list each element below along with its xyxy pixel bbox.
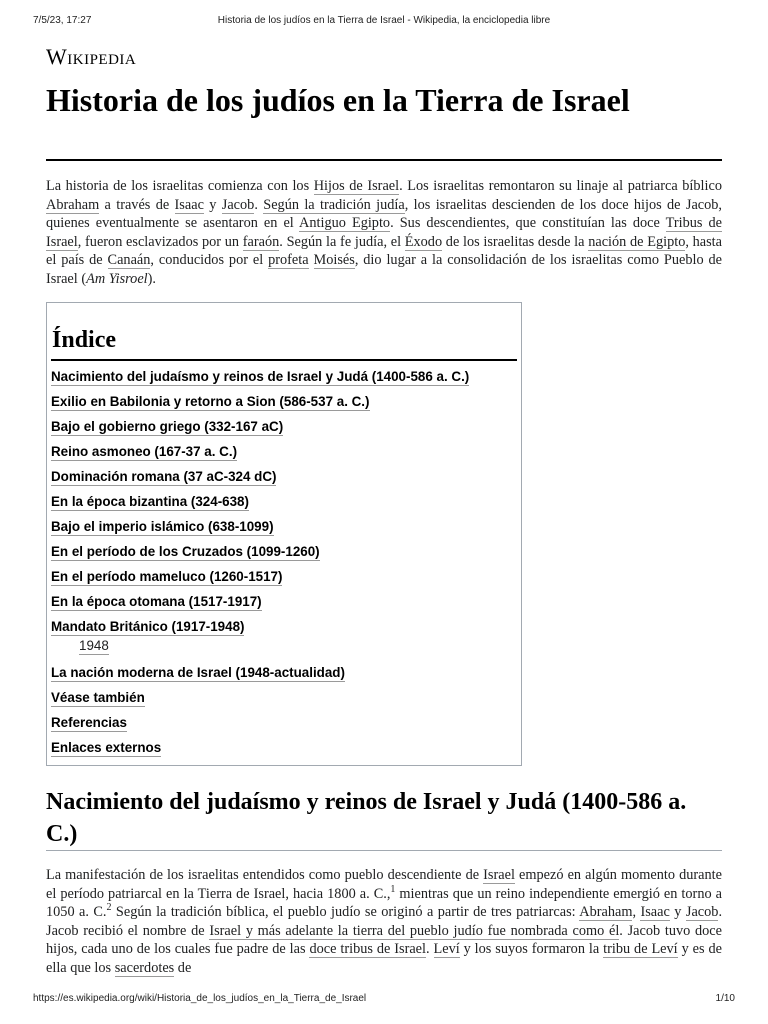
- section-heading: Nacimiento del judaísmo y reinos de Israel y Judá (1400-586 a. C.): [46, 789, 687, 847]
- toc-item[interactable]: En la época bizantina (324-638): [51, 494, 249, 509]
- print-page-title: Historia de los judíos en la Tierra de Israel - Wikipedia, la enciclopedia libre: [217, 15, 551, 26]
- toc-item[interactable]: Véase también: [51, 690, 145, 705]
- toc-item[interactable]: Exilio en Babilonia y retorno a Sion (586-537 a. C.): [51, 394, 370, 409]
- title-divider: [46, 159, 722, 161]
- toc-item[interactable]: Nacimiento del judaísmo y reinos de Israel y Judá (1400-586 a. C.): [51, 369, 470, 384]
- link-nacion-de-egipto[interactable]: nación de Egipto: [588, 233, 686, 250]
- link-doce-tribus[interactable]: doce tribus de Israel: [309, 941, 426, 957]
- toc-item[interactable]: Mandato Británico (1917-1948): [51, 619, 245, 634]
- link-hijos-de-israel[interactable]: Hijos de Israel: [313, 178, 400, 194]
- print-page-number: 1/10: [715, 993, 735, 1004]
- link-canaan[interactable]: Canaán: [107, 252, 151, 268]
- toc-title: Índice: [52, 327, 117, 353]
- toc-subitem[interactable]: 1948: [79, 638, 109, 653]
- toc-divider: [51, 359, 517, 361]
- link-levi[interactable]: Leví: [433, 941, 460, 957]
- link-isaac[interactable]: Isaac: [174, 196, 204, 213]
- link-abraham[interactable]: Abraham: [46, 196, 100, 213]
- table-of-contents: [46, 302, 522, 766]
- toc-item[interactable]: La nación moderna de Israel (1948-actualidad): [51, 665, 345, 680]
- toc-item[interactable]: En el período de los Cruzados (1099-1260): [51, 544, 320, 559]
- toc-item[interactable]: Reino asmoneo (167-37 a. C.): [51, 444, 238, 459]
- page-title: Historia de los judíos en la Tierra de Israel: [46, 82, 630, 118]
- print-date: 7/5/23, 17:27: [33, 15, 92, 26]
- section-divider: [46, 850, 722, 851]
- citation-1[interactable]: 1: [390, 883, 396, 895]
- link-profeta[interactable]: profeta: [268, 252, 309, 268]
- link-tribus-de-israel[interactable]: Tribus de Israel: [46, 215, 723, 250]
- link-israel[interactable]: Israel: [483, 867, 515, 883]
- link-antiguo-egipto[interactable]: Antiguo Egipto: [299, 215, 391, 231]
- link-exodo[interactable]: Éxodo: [404, 233, 443, 250]
- link-jacob[interactable]: Jacob: [685, 904, 719, 920]
- link-isaac[interactable]: Isaac: [640, 904, 670, 920]
- link-jacob[interactable]: Jacob: [221, 196, 255, 213]
- toc-item[interactable]: Bajo el gobierno griego (332-167 aC): [51, 419, 284, 434]
- print-header: [0, 15, 768, 31]
- toc-item[interactable]: Dominación romana (37 aC-324 dC): [51, 469, 277, 484]
- citation-2[interactable]: 2: [106, 902, 112, 914]
- link-faraon[interactable]: faraón: [242, 233, 280, 250]
- section-paragraph: La manifestación de los israelitas entendidos como pueblo descendiente de Israel empezó en algún momento durante el período patriarcal en la Tierra de Israel, hacia 1800 a. C.,$^1$ mientras que un reino independiente emergió en torno a 1050 a. C.$^2$ Según la tradición bíblica, el pueblo judío se originó a partir de tres patriarcas: Abraham, Isaac y Jacob. Jacob recibió el nombre de Israel y más adelante la tierra del pueblo judío fue nombrada como él. Jacob tuvo doce hijos, cada uno de los cuales fue padre de las doce tribus de Israel. Leví y los suyos formaron la tribu de Leví y es de ella que los sacerdotes de: [46, 867, 723, 976]
- toc-item[interactable]: Referencias: [51, 715, 127, 730]
- toc-item[interactable]: En el período mameluco (1260-1517): [51, 569, 283, 584]
- wikipedia-wordmark[interactable]: Wikipedia: [46, 44, 137, 69]
- toc-item[interactable]: Bajo el imperio islámico (638-1099): [51, 519, 274, 534]
- link-tradicion-judia[interactable]: Según la tradición judía: [263, 196, 405, 213]
- toc-item[interactable]: Enlaces externos: [51, 740, 162, 755]
- link-israel-tierra[interactable]: Israel y más adelante la tierra del pueblo judío fue nombrada como él: [209, 922, 620, 939]
- print-url: https://es.wikipedia.org/wiki/Historia_de_los_judíos_en_la_Tierra_de_Israel: [33, 993, 367, 1004]
- link-moises[interactable]: Moisés: [313, 252, 355, 268]
- toc-item[interactable]: En la época otomana (1517-1917): [51, 594, 262, 609]
- intro-paragraph: La historia de los israelitas comienza con los Hijos de Israel. Los israelitas remontaron su linaje al patriarca bíblico Abraham a través de Isaac y Jacob. Según la tradición judía, los israelitas descienden de los doce hijos de Jacob, quienes eventualmente se asentaron en el Antiguo Egipto. Sus descendientes, que constituían las doce Tribus de Israel, fueron esclavizados por un faraón. Según la fe judía, el Éxodo de los israelitas desde la nación de Egipto, hasta el país de Canaán, conducidos por el profeta Moisés, dio lugar a la consolidación de los israelitas como Pueblo de Israel (Am Yisroel).: [46, 178, 723, 287]
- link-sacerdotes[interactable]: sacerdotes: [114, 959, 175, 976]
- link-tribu-de-levi[interactable]: tribu de Leví: [603, 941, 678, 957]
- link-abraham[interactable]: Abraham: [579, 904, 633, 920]
- print-footer: [0, 993, 768, 1009]
